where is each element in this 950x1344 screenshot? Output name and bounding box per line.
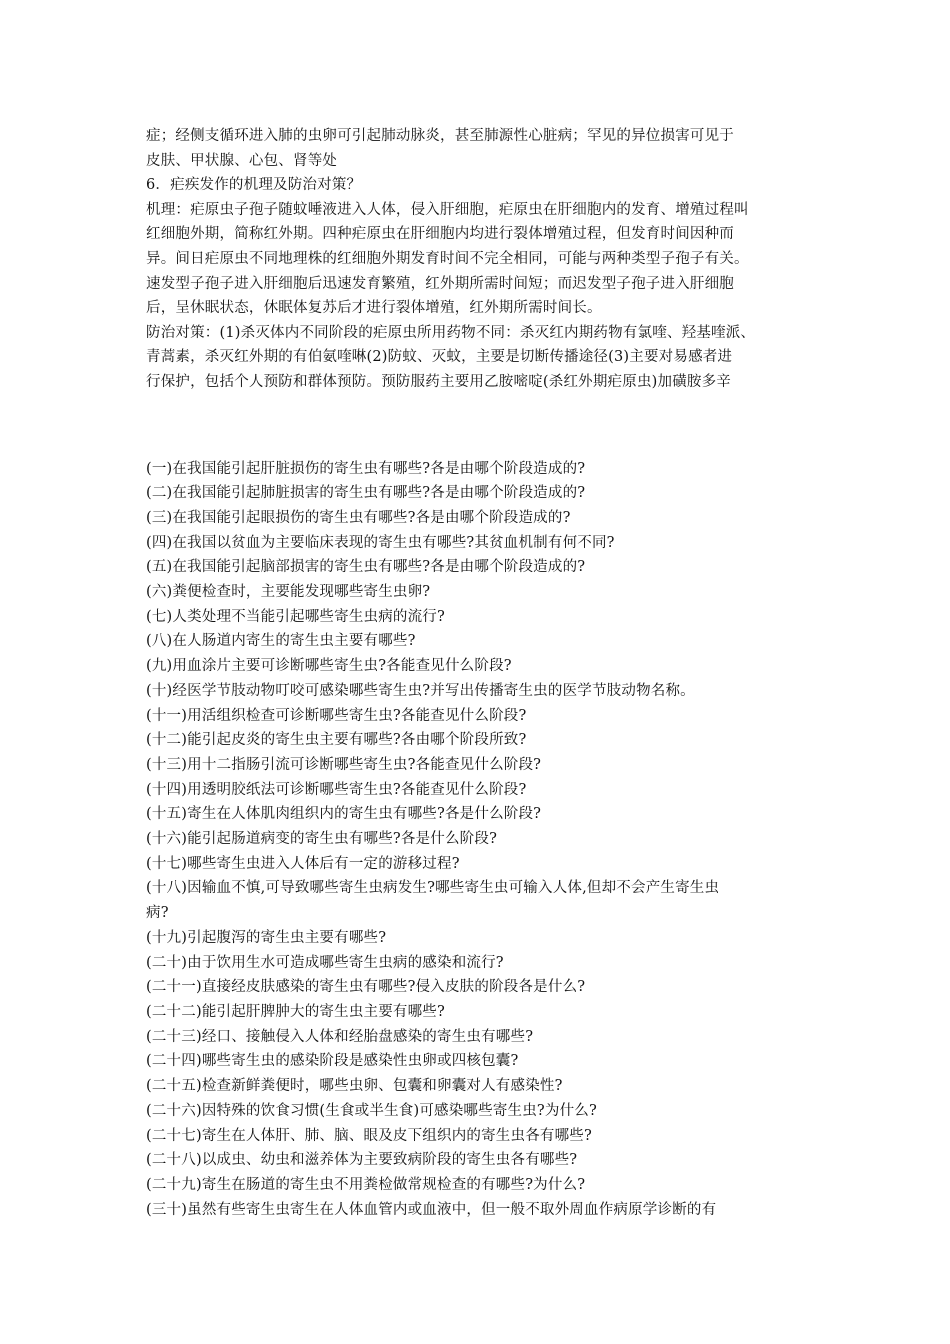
question-item: (二十八)以成虫、幼虫和滋养体为主要致病阶段的寄生虫各有哪些? [146, 1152, 578, 1169]
text-line: 异。间日疟原虫不同地理株的红细胞外期发育时间不完全相同，可能与两种类型子孢子有关。 [146, 250, 749, 267]
question-item: (十八)因输血不慎,可导致哪些寄生虫病发生?哪些寄生虫可输入人体,但却不会产生寄生虫 [146, 880, 720, 897]
question-item: (十三)用十二指肠引流可诊断哪些寄生虫?各能查见什么阶段? [146, 756, 542, 773]
question-item: (二十一)直接经皮肤感染的寄生虫有哪些?侵入皮肤的阶段各是什么? [146, 979, 586, 996]
question-item: (十一)用活组织检查可诊断哪些寄生虫?各能查见什么阶段? [146, 707, 527, 724]
question-item: (十七)哪些寄生虫进入人体后有一定的游移过程? [146, 855, 460, 872]
question-list [146, 457, 826, 1223]
question-item: (一)在我国能引起肝脏损伤的寄生虫有哪些?各是由哪个阶段造成的? [146, 460, 586, 477]
text-line: 后，呈休眠状态，休眠体复苏后才进行裂体增殖，红外期所需时间长。 [146, 300, 602, 317]
question-item: (二十六)因特殊的饮食习惯(生食或半生食)可感染哪些寄生虫?为什么? [146, 1102, 597, 1119]
question-item: (十六)能引起肠道病变的寄生虫有哪些?各是什么阶段? [146, 831, 498, 848]
question-item: (二十九)寄生在肠道的寄生虫不用粪检做常规检查的有哪些?为什么? [146, 1176, 586, 1193]
section-gap [146, 395, 826, 457]
question-item: (五)在我国能引起脑部损害的寄生虫有哪些?各是由哪个阶段造成的? [146, 559, 586, 576]
question-item: (六)粪便检查时，主要能发现哪些寄生虫卵? [146, 584, 431, 601]
question-item: (二十五)检查新鲜粪便时，哪些虫卵、包囊和卵囊对人有感染性? [146, 1078, 563, 1095]
malaria-answer-section [146, 124, 826, 395]
question-item: (二十)由于饮用生水可造成哪些寄生虫病的感染和流行? [146, 954, 504, 971]
question-item: (三十)虽然有些寄生虫寄生在人体血管内或血液中，但一般不取外周血作病原学诊断的有 [146, 1201, 717, 1218]
question-item: (二十七)寄生在人体肝、肺、脑、眼及皮下组织内的寄生虫各有哪些? [146, 1127, 592, 1144]
document-page [146, 124, 826, 1222]
text-line: 青蒿素，杀灭红外期的有伯氨喹啉(2)防蚊、灭蚊，主要是切断传播途径(3)主要对易感者进 [146, 349, 733, 366]
question-item: (三)在我国能引起眼损伤的寄生虫有哪些?各是由哪个阶段造成的? [146, 509, 571, 526]
text-line: 皮肤、甲状腺、心包、肾等处 [146, 152, 338, 169]
question-item: (十九)引起腹泻的寄生虫主要有哪些? [146, 929, 387, 946]
question-item: (二十二)能引起肝脾肿大的寄生虫主要有哪些? [146, 1004, 445, 1020]
question-item: (二十三)经口、接触侵入人体和经胎盘感染的寄生虫有哪些? [146, 1028, 534, 1045]
text-line: 机理：疟原虫子孢子随蚊唾液进入人体，侵入肝细胞，疟原虫在肝细胞内的发育、增殖过程叫 [146, 201, 749, 218]
question-item: (二十四)哪些寄生虫的感染阶段是感染性虫卵或四核包囊? [146, 1053, 519, 1070]
question-item: (四)在我国以贫血为主要临床表现的寄生虫有哪些?其贫血机制有何不同? [146, 534, 615, 551]
text-line: 防治对策：(1)杀灭体内不同阶段的疟原虫所用药物不同：杀灭红内期药物有氯喹、羟基喹派、 [146, 324, 756, 341]
question-item: (八)在人肠道内寄生的寄生虫主要有哪些? [146, 633, 416, 650]
question-item-continued: 病? [146, 905, 169, 922]
text-line: 速发型子孢子进入肝细胞后迅速发育繁殖，红外期所需时间短；而迟发型子孢子进入肝细胞 [146, 275, 734, 292]
question-heading: 6．疟疾发作的机理及防治对策？ [146, 177, 362, 194]
text-line: 症；经侧支循环进入肺的虫卵可引起肺动脉炎，甚至肺源性心脏病；罕见的异位损害可见于 [146, 128, 734, 144]
question-item: (九)用血涂片主要可诊断哪些寄生虫?各能查见什么阶段? [146, 658, 512, 675]
question-item: (七)人类处理不当能引起哪些寄生虫病的流行? [146, 608, 445, 625]
question-item: (二)在我国能引起肺脏损害的寄生虫有哪些?各是由哪个阶段造成的? [146, 485, 586, 502]
question-item: (十四)用透明胶纸法可诊断哪些寄生虫?各能查见什么阶段? [146, 781, 527, 798]
text-line: 行保护，包括个人预防和群体预防。预防服药主要用乙胺嘧啶(杀红外期疟原虫)加磺胺多辛 [146, 373, 732, 390]
question-item: (十)经医学节肢动物叮咬可感染哪些寄生虫?并写出传播寄生虫的医学节肢动物名称。 [146, 682, 695, 699]
question-item: (十五)寄生在人体肌肉组织内的寄生虫有哪些?各是什么阶段? [146, 806, 542, 823]
text-line: 红细胞外期，简称红外期。四种疟原虫在肝细胞内均进行裂体增殖过程，但发育时间因种而 [146, 226, 734, 243]
question-item: (十二)能引起皮炎的寄生虫主要有哪些?各由哪个阶段所致? [146, 732, 527, 749]
